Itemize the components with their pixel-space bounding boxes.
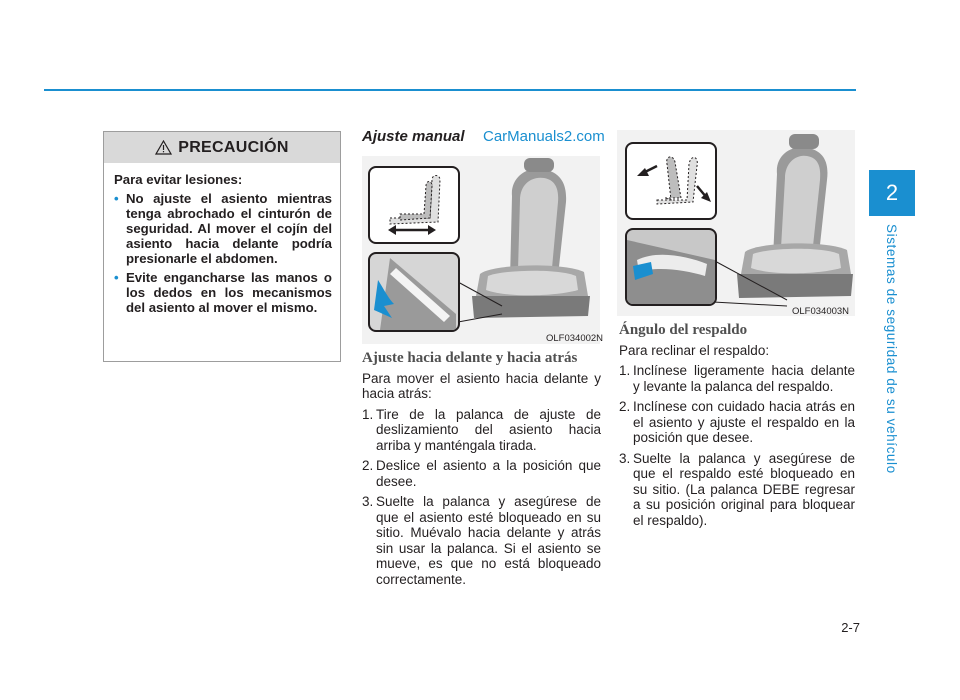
step-item: 1. Tire de la palanca de ajuste de deslizamiento del asiento hacia arriba y manténgala tirada. — [362, 406, 601, 453]
recline-section — [619, 323, 855, 528]
step-item: 2. Inclínese con cuidado hacia atrás en el asiento y ajuste el respaldo en la posición que desee. — [619, 399, 855, 445]
warning-triangle-icon — [155, 140, 172, 155]
step-item: 3. Suelte la palanca y asegúrese de que el asiento esté bloqueado en su sitio. Muévalo hacia delante y atrás sin usar la palanca. Si el asiento se mueve, es que no está bloqueado correctamente. — [362, 494, 601, 587]
seat-slide-figure — [362, 156, 600, 344]
recline-heading: Ángulo del respaldo — [619, 322, 748, 338]
seat-recline-inset — [625, 142, 717, 220]
figure1-code: OLF034002N — [546, 333, 604, 344]
caution-list — [114, 191, 332, 315]
manual-adjust-heading: Ajuste manual — [362, 128, 465, 145]
caution-intro: Para evitar lesiones: — [114, 172, 243, 187]
caution-title: PRECAUCIÓN — [178, 138, 289, 156]
recline-diagram — [627, 144, 715, 218]
fore-aft-section — [362, 351, 601, 587]
fore-aft-intro: Para mover el asiento hacia delante y hacia atrás: — [362, 370, 601, 401]
seat-recline-figure — [617, 130, 855, 316]
slide-lever-inset — [368, 252, 460, 332]
recline-intro: Para reclinar el respaldo: — [619, 342, 770, 358]
step-item: 1. Inclínese ligeramente hacia delante y levante la palanca del respaldo. — [619, 363, 855, 394]
caution-header — [104, 132, 340, 163]
chapter-title: Sistemas de seguridad de su vehículo — [884, 224, 899, 474]
header-rule — [44, 89, 856, 91]
caution-item: • Evite engancharse las manos o los dedos en los mecanismos del asiento al mover el mismo. — [114, 270, 332, 315]
seat-slide-diagram — [370, 168, 458, 242]
fore-aft-steps — [362, 407, 601, 588]
caution-box — [103, 131, 341, 362]
seat-slide-inset — [368, 166, 460, 244]
page-number: 2-7 — [841, 620, 860, 635]
recline-lever-diagram — [627, 230, 715, 304]
figure2-code: OLF034003N — [792, 306, 850, 317]
chapter-number-tab: 2 — [869, 170, 915, 216]
step-item: 2. Deslice el asiento a la posición que desee. — [362, 458, 601, 489]
slide-lever-diagram — [370, 254, 458, 330]
step-item: 3. Suelte la palanca y asegúrese de que el respaldo esté bloqueado en su sitio. (La palanca DEBE regresar a su posición original para bloquear el respaldo). — [619, 450, 855, 528]
bullet-icon: • — [114, 270, 119, 285]
bullet-icon: • — [114, 191, 119, 206]
recline-steps — [619, 363, 855, 528]
recline-lever-inset — [625, 228, 717, 306]
fore-aft-heading: Ajuste hacia delante y hacia atrás — [362, 350, 578, 366]
caution-item: • No ajuste el asiento mientras tenga abrochado el cinturón de seguridad. Al mover el cojín del asiento hacia delante podría presionarle el abdomen. — [114, 191, 332, 266]
watermark-link[interactable]: CarManuals2.com — [482, 128, 605, 145]
